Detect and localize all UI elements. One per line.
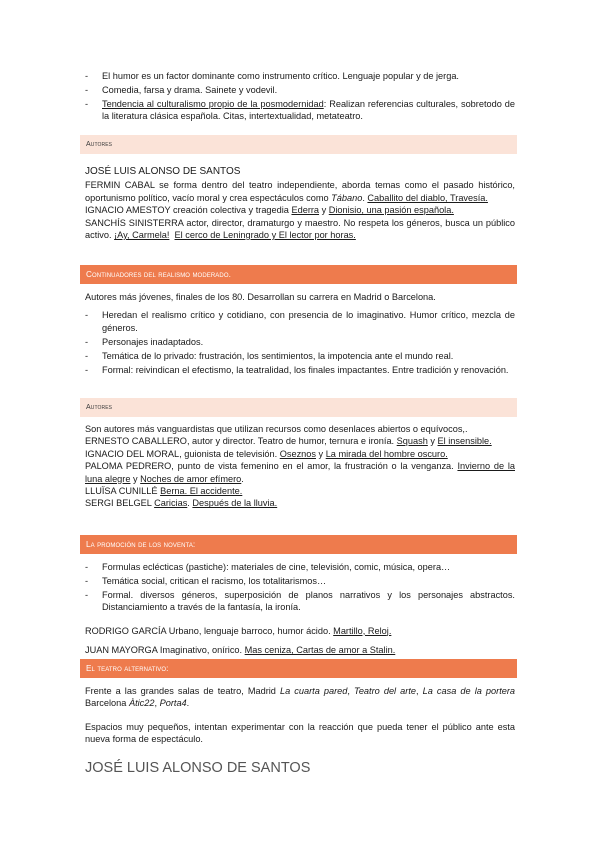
section-header-autores: Autores — [80, 398, 517, 417]
section-autores2-body — [85, 423, 515, 510]
section-noventa-body — [85, 561, 515, 656]
work-title: Oseznos — [279, 448, 316, 459]
work-title: Invierno de la luna alegre — [85, 461, 515, 484]
work-title: ¡Ay, Carmela! — [114, 230, 170, 241]
section-header-alternativo: El teatro alternativo: — [80, 659, 517, 678]
work-title: El insensible. — [437, 436, 492, 447]
author-paragraph: PALOMA PEDRERO, punto de vista femenino en el amor, la frustración o la venganza. Invierno de la luna alegre y Noches de amor efímero. — [85, 461, 515, 484]
intro-bullet-list — [85, 70, 515, 123]
section-alternativo-body — [85, 685, 515, 746]
list-item: - Comedia, farsa y drama. Sainete y vodevil. — [85, 84, 515, 96]
work-title: Squash — [396, 436, 428, 447]
section-header-autores: Autores — [80, 135, 517, 154]
list-item: - Personajes inadaptados. — [85, 336, 515, 348]
author-line: JOSÉ LUIS ALONSO DE SANTOS — [85, 166, 241, 177]
list-item: - Formal. diversos géneros, superposición de planos narrativos y los personajes abstractos. Distanciamiento a través de la fantasía, la ironía. — [85, 589, 515, 614]
underlined-term: Tendencia al culturalismo propio de la posmodernidad — [102, 98, 324, 109]
list-item: - Formulas eclécticas (pastiche): materiales de cine, televisión, comic, música, opera… — [85, 561, 515, 573]
author-paragraph: SERGI BELGEL Caricias. Después de la lluvia. — [85, 498, 278, 509]
author-paragraph: RODRIGO GARCÍA Urbano, lenguaje barroco, humor ácido. Martillo, Reloj. — [85, 625, 392, 636]
author-paragraph: IGNACIO DEL MORAL, guionista de televisión. Oseznos y La mirada del hombre oscuro. — [85, 448, 448, 459]
section-header-continuadores: Continuadores del realismo moderado. — [80, 265, 517, 284]
section-autores-body — [85, 166, 515, 241]
work-title: Berna. El accidente. — [160, 486, 243, 497]
author-paragraph: JUAN MAYORGA Imaginativo, onírico. Mas ceniza, Cartas de amor a Stalin. — [85, 645, 396, 656]
work-title: Después de la lluvia. — [192, 498, 278, 509]
work-title: Noches de amor efímero — [140, 473, 242, 484]
section-intro: Autores más jóvenes, finales de los 80. Desarrollan su carrera en Madrid o Barcelona. — [85, 292, 436, 302]
work-title: Caballito del diablo, Travesía. — [367, 192, 488, 203]
list-item: - El humor es un factor dominante como instrumento crítico. Lenguaje popular y de jerga. — [85, 70, 515, 82]
paragraph: Frente a las grandes salas de teatro, Madrid La cuarta pared, Teatro del arte, La casa de la portera Barcelona Àtic22, Porta4. — [85, 686, 516, 709]
list-item: - Heredan el realismo crítico y cotidiano, con presencia de lo imaginativo. Humor crítico, mezcla de géneros. — [85, 309, 515, 334]
author-paragraph: FERMIN CABAL se forma dentro del teatro independiente, aborda temas como el pasado histórico, oportunismo político, vacío moral y crea espectáculos como Tábano. Caballito del diablo, Travesía. — [85, 180, 515, 203]
section-continuadores-body — [85, 291, 515, 376]
work-title: Dionisio, una pasión española. — [328, 205, 454, 216]
work-title: Ederra — [291, 205, 320, 216]
final-heading: JOSÉ LUIS ALONSO DE SANTOS — [85, 760, 311, 776]
author-paragraph: LLUÏSA CUNILLÉ Berna. El accidente. — [85, 486, 243, 497]
work-title: Martillo, Reloj. — [333, 625, 392, 636]
list-item: - Temática de lo privado: frustración, los sentimientos, la impotencia ante el mundo real. — [85, 350, 515, 362]
author-paragraph: ERNESTO CABALLERO, autor y director. Teatro de humor, ternura e ironía. Squash y El insensible. — [85, 436, 492, 447]
list-item: - Tendencia al culturalismo propio de la posmodernidad: Realizan referencias culturales, sobretodo de la literatura clásica española. Citas, intertextualidad, metateatro. — [85, 98, 515, 123]
work-title: Caricias — [154, 498, 188, 509]
author-paragraph: IGNACIO AMESTOY creación colectiva y tragedia Ederra y Dionisio, una pasión española. — [85, 205, 454, 216]
continuadores-bullet-list — [85, 309, 515, 376]
work-title: Mas ceniza, Cartas de amor a Stalin. — [244, 645, 396, 656]
section-header-noventa: La promoción de los noventa: — [80, 535, 517, 554]
work-title: La mirada del hombre oscuro. — [325, 448, 448, 459]
list-item: - Temática social, critican el racismo, los totalitarismos… — [85, 575, 515, 587]
work-title: El cerco de Leningrado y El lector por horas. — [174, 230, 356, 241]
list-item: - Formal: reivindican el efectismo, la teatralidad, los finales impactantes. Entre tradición y renovación. — [85, 364, 515, 376]
section-intro: Son autores más vanguardistas que utilizan recursos como desenlaces abiertos o equívocos,. — [85, 424, 468, 434]
noventa-bullet-list — [85, 561, 515, 614]
paragraph: Espacios muy pequeños, intentan experimentar con la reacción que pueda tener el público ante esta nueva forma de espectáculo. — [85, 721, 515, 745]
author-paragraph: SANCHÍS SINISTERRA actor, director, dramaturgo y maestro. No respeta los géneros, busca un público activo. ¡Ay, Carmela! El cerco de Leningrado y El lector por horas. — [85, 217, 515, 241]
